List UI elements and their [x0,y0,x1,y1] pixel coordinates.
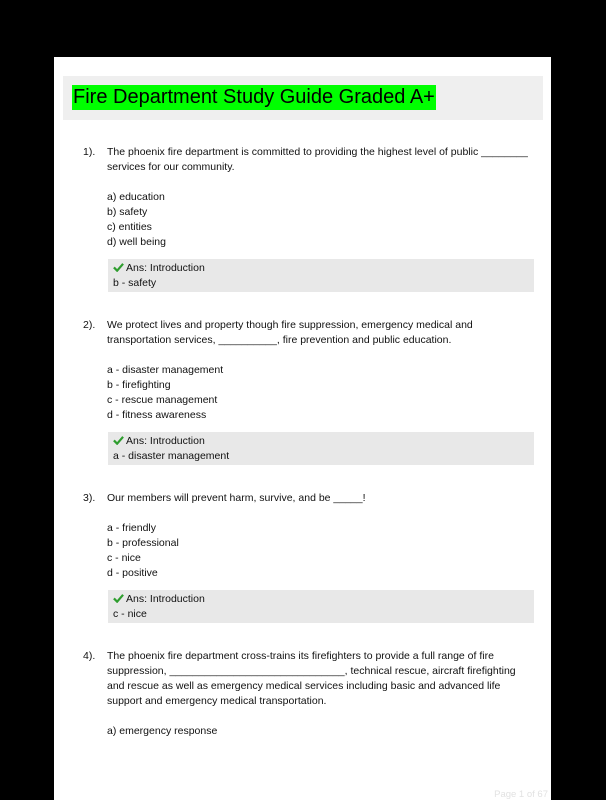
option: a) education [107,191,165,203]
answer-label: Ans: Introduction [126,593,205,605]
option: d - fitness awareness [107,409,207,421]
check-icon [113,262,124,272]
answer-value: b - safety [113,277,157,289]
title-band [63,76,543,120]
option: c - nice [107,552,141,564]
answer-box [108,259,534,292]
options-list [107,190,166,250]
answer-box [108,432,534,465]
document-page [54,57,551,800]
answer-value: c - nice [113,608,147,620]
question-number: 1). [83,146,96,158]
check-icon [113,593,124,603]
option: a) emergency response [107,725,218,737]
answer-label: Ans: Introduction [126,262,205,274]
option: c - rescue management [107,394,218,406]
question-text: The phoenix fire department cross-trains its firefighters to provide a full range of fire suppression, ______________________________, technical rescue, aircraft firefighting and rescue as well as emergency medical services including basic and advanced life support and emergency medical transportation. [107,650,516,707]
options-list [107,724,217,739]
answer-label: Ans: Introduction [126,435,205,447]
answer-value: a - disaster management [113,450,230,462]
option: b - firefighting [107,379,171,391]
question-text: Our members will prevent harm, survive, and be _____! [107,492,366,504]
answer-box [108,590,534,623]
option: d - positive [107,567,158,579]
page-number-footer: Page 1 of 67 [494,789,548,800]
document-title: Fire Department Study Guide Graded A+ [73,86,435,108]
option: c) entities [107,221,152,233]
option: b - professional [107,537,179,549]
option: a - friendly [107,522,157,534]
question-number: 4). [83,650,96,662]
check-icon [113,435,124,445]
option: d) well being [107,236,166,248]
question-text: We protect lives and property though fire suppression, emergency medical and transportation services, __________, fire prevention and public education. [107,319,473,346]
option: a - disaster management [107,364,224,376]
options-list [107,363,223,423]
question-text: The phoenix fire department is committed to providing the highest level of public ________ services for our community. [107,146,528,173]
question-number: 3). [83,492,96,504]
option: b) safety [107,206,148,218]
options-list [107,521,179,581]
question-number: 2). [83,319,96,331]
